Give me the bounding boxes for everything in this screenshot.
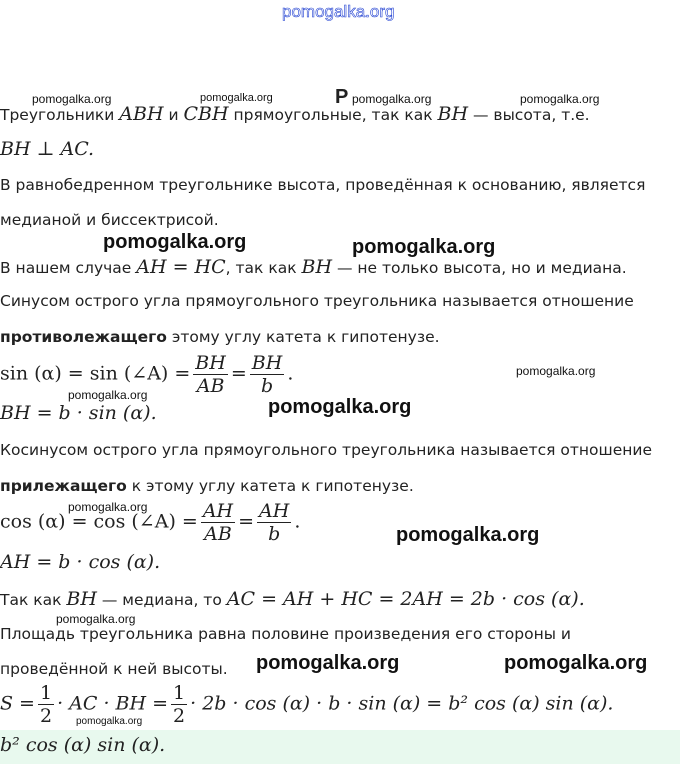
watermark: pomogalka.org (32, 92, 112, 106)
watermark: pomogalka.org (352, 92, 432, 106)
text-line-5a: Косинусом острого угла прямоугольного треугольника называется отношение (0, 441, 652, 459)
cut-off-glyph: Р (335, 86, 349, 108)
text-line-7b: проведённой к ней высоты. (0, 660, 228, 678)
watermark: pomogalka.org (352, 236, 496, 258)
watermark: pomogalka.org (200, 92, 273, 104)
watermark: pomogalka.org (516, 364, 596, 378)
text-line-1: Треугольники ABH и CBH прямоугольные, так как BH — высота, т.е. (0, 103, 590, 125)
watermark: pomogalka.org (504, 652, 648, 674)
answer-formula: b² cos (α) sin (α). (0, 734, 166, 756)
formula-bh-perp-ac: BH ⊥ AC. (0, 138, 95, 160)
watermark: pomogalka.org (68, 388, 148, 402)
watermark: pomogalka.org (268, 396, 412, 418)
watermark: pomogalka.org (396, 524, 540, 546)
formula-cos: cos (α) = cos (∠A) = $\frac{AH}{AB}$ = $\frac{AH}{b}$ . (0, 500, 301, 545)
text-line-7a: Площадь треугольника равна половине произведения его стороны и (0, 625, 571, 643)
text-line-4b: противолежащего этому углу катета к гипотенузе. (0, 328, 440, 346)
watermark: pomogalka.org (520, 92, 600, 106)
formula-ah: AH = b · cos (α). (0, 551, 161, 573)
text-line-4a: Синусом острого угла прямоугольного треугольника называется отношение (0, 292, 634, 310)
watermark: pomogalka.org (76, 716, 143, 727)
text-line-3: В нашем случае AH = HC, так как BH — не только высота, но и медиана. (0, 256, 627, 278)
formula-bh: BH = b · sin (α). (0, 402, 157, 424)
text-line-2a: В равнобедренном треугольнике высота, проведённая к основанию, является (0, 176, 646, 194)
answer-box (0, 730, 680, 764)
text-line-2b: медианой и биссектрисой. (0, 211, 219, 229)
watermark: pomogalka.org (256, 652, 400, 674)
watermark: pomogalka.org (68, 500, 148, 514)
formula-sin: sin (α) = sin (∠A) = $\frac{BH}{AB}$ = $\frac{BH}{b}$ . (0, 352, 294, 397)
watermark: pomogalka.org (103, 231, 247, 253)
watermark: pomogalka.org (56, 612, 136, 626)
formula-area: S = $\frac{1}{2}$ · AC · BH = $\frac{1}{2}$ · 2b · cos (α) · b · sin (α) = b² cos (α) sin (α). (0, 682, 614, 727)
text-line-5b: прилежащего к этому углу катета к гипотенузе. (0, 477, 414, 495)
watermark-top: pomogalka.org (282, 2, 395, 21)
text-line-6: Так как BH — медиана, то AC = AH + HC = 2AH = 2b · cos (α). (0, 588, 585, 610)
